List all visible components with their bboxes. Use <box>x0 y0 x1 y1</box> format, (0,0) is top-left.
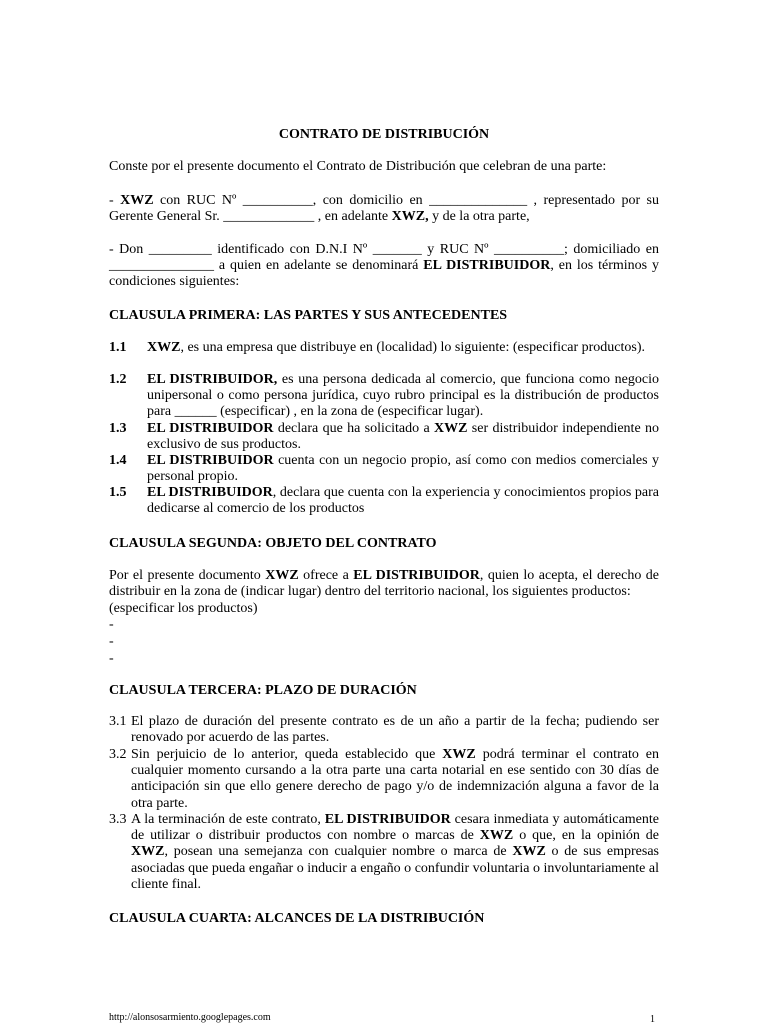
c33-i: o de sus empresas asociadas que pueda engañar o inducir a engaño o confundir voluntaria o involuntariamente al cliente final. <box>131 844 660 892</box>
clause-1-3 <box>109 421 659 453</box>
clausula2-paragraph <box>109 568 659 600</box>
intro-paragraph <box>109 159 659 175</box>
party1-text: con RUC Nº __________, con domicilio en ______________ , representado por su Gerente General Sr. _____________ , en adelante <box>109 193 659 225</box>
clause-text <box>147 340 659 356</box>
clause-text: El plazo de duración del presente contrato es de un año a partir de la fecha; pudiendo ser renovado por acuerdo de las partes. <box>131 714 659 746</box>
party1-name: XWZ <box>120 193 154 208</box>
c33-f: XWZ <box>131 844 165 860</box>
clause-body: declara que ha solicitado a <box>273 421 435 436</box>
clausula1-heading: CLAUSULA PRIMERA: LAS PARTES Y SUS ANTECEDENTES <box>109 308 508 323</box>
c2-text3: , quien lo acepta, el derecho de distribuir en la zona de (indicar lugar) dentro del territorio nacional, los siguientes productos: <box>109 568 660 600</box>
clausula2-heading: CLAUSULA SEGUNDA: OBJETO DEL CONTRATO <box>109 536 437 551</box>
clause-lead2: XWZ <box>434 421 468 436</box>
c2-bold1: XWZ <box>265 568 299 583</box>
party1-dash: - <box>109 193 121 208</box>
clausula2-products-line: (especificar los productos) <box>109 601 258 616</box>
c33-g: , posean una semejanza con cualquier nombre o marca de <box>164 844 513 860</box>
document-title: CONTRATO DE DISTRIBUCIÓN <box>278 127 490 142</box>
c33-a: A la terminación de este contrato, <box>131 812 325 827</box>
product-dash: - <box>109 651 114 666</box>
clause-number: 1.5 <box>109 485 127 500</box>
intro-text: Conste por el presente documento el Contrato de Distribución que celebran de una parte: <box>109 159 607 174</box>
clause-text <box>131 747 659 812</box>
c32-b: XWZ <box>442 747 476 762</box>
clause-number: 1.4 <box>109 453 127 468</box>
clause-lead: EL DISTRIBUIDOR <box>147 421 274 436</box>
clause-text <box>147 372 659 421</box>
clause-text <box>147 485 659 517</box>
c33-c: cesara inmediata y automáticamente de utilizar o distribuir productos con nombre o marcas de <box>131 812 659 844</box>
clause-number: 3.1 <box>109 714 127 729</box>
clause-lead: EL DISTRIBUIDOR, <box>147 372 278 387</box>
clause-1-1 <box>109 340 659 356</box>
c33-d: XWZ <box>479 828 514 844</box>
c33-b: EL DISTRIBUIDOR <box>324 812 451 827</box>
c32-c: podrá terminar el contrato en cualquier momento cursando a la otra parte una carta notarial en ese sentido con 30 días de anticipación sin que ello genere derecho de pago y/o de indemnización alguna a favor de la otra parte. <box>131 747 660 811</box>
c32-a: Sin perjuicio de lo anterior, queda establecido que <box>131 747 443 762</box>
clause-3-2 <box>109 747 659 812</box>
clause-text <box>131 812 659 893</box>
clause-lead: EL DISTRIBUIDOR <box>147 453 274 468</box>
clause-3-3 <box>109 812 659 893</box>
party1-text2: y de la otra parte, <box>428 209 530 225</box>
c2-text1: Por el presente documento <box>109 568 266 583</box>
clause-body: cuenta con un negocio propio, así como con medios comerciales y personal propio. <box>147 453 659 485</box>
product-dash: - <box>109 617 114 632</box>
clause-1-4 <box>109 453 659 485</box>
clause-body: , es una empresa que distribuye en (localidad) lo siguiente: (especificar productos). <box>180 340 646 355</box>
clause-1-2 <box>109 372 659 421</box>
clause-number: 3.3 <box>109 812 127 827</box>
c33-e: o que, en la opinión de <box>513 828 659 844</box>
clause-body: es una persona dedicada al comercio, que funciona como negocio unipersonal o como persona jurídica, cuyo rubro principal es la distribución de productos para ______ (especificar) , en la zona de (especificar lugar). <box>147 372 659 420</box>
footer-url: http://alonsosarmiento.googlepages.com <box>109 1012 271 1023</box>
party2-text: - Don _________ identificado con D.N.I Nº _______ y RUC Nº __________; domiciliado en _______________ a quien en adelante se denominará <box>109 242 659 274</box>
clausula3-heading: CLAUSULA TERCERA: PLAZO DE DURACIÓN <box>109 683 417 698</box>
clause-lead: EL DISTRIBUIDOR <box>147 485 273 500</box>
clause-number: 3.2 <box>109 747 127 762</box>
clause-number: 1.1 <box>109 340 127 355</box>
clause-text <box>147 421 659 453</box>
party2-paragraph <box>109 242 659 291</box>
clause-body2: ser distribuidor independiente no exclusivo de sus productos. <box>147 421 660 453</box>
product-dash: - <box>109 634 114 649</box>
clause-1-5 <box>109 485 659 517</box>
clause-text <box>147 453 659 485</box>
c2-bold2: EL DISTRIBUIDOR <box>353 568 480 583</box>
party2-text2: , en los términos y condiciones siguientes: <box>109 258 659 290</box>
party2-name: EL DISTRIBUIDOR <box>423 258 551 274</box>
c2-text2: ofrece a <box>298 568 354 583</box>
c33-h: XWZ <box>512 844 546 860</box>
party1-name2: XWZ, <box>391 209 429 225</box>
clause-body: , declara que cuenta con la experiencia y conocimientos propios para dedicarse al comercio de los productos <box>147 485 660 517</box>
clause-number: 1.3 <box>109 421 127 436</box>
page-number: 1 <box>650 1014 655 1025</box>
party1-paragraph <box>109 193 659 225</box>
clause-number: 1.2 <box>109 372 127 387</box>
clause-lead: XWZ <box>147 340 181 355</box>
clausula4-heading: CLAUSULA CUARTA: ALCANCES DE LA DISTRIBUCIÓN <box>109 911 485 926</box>
clause-3-1 <box>109 714 659 746</box>
